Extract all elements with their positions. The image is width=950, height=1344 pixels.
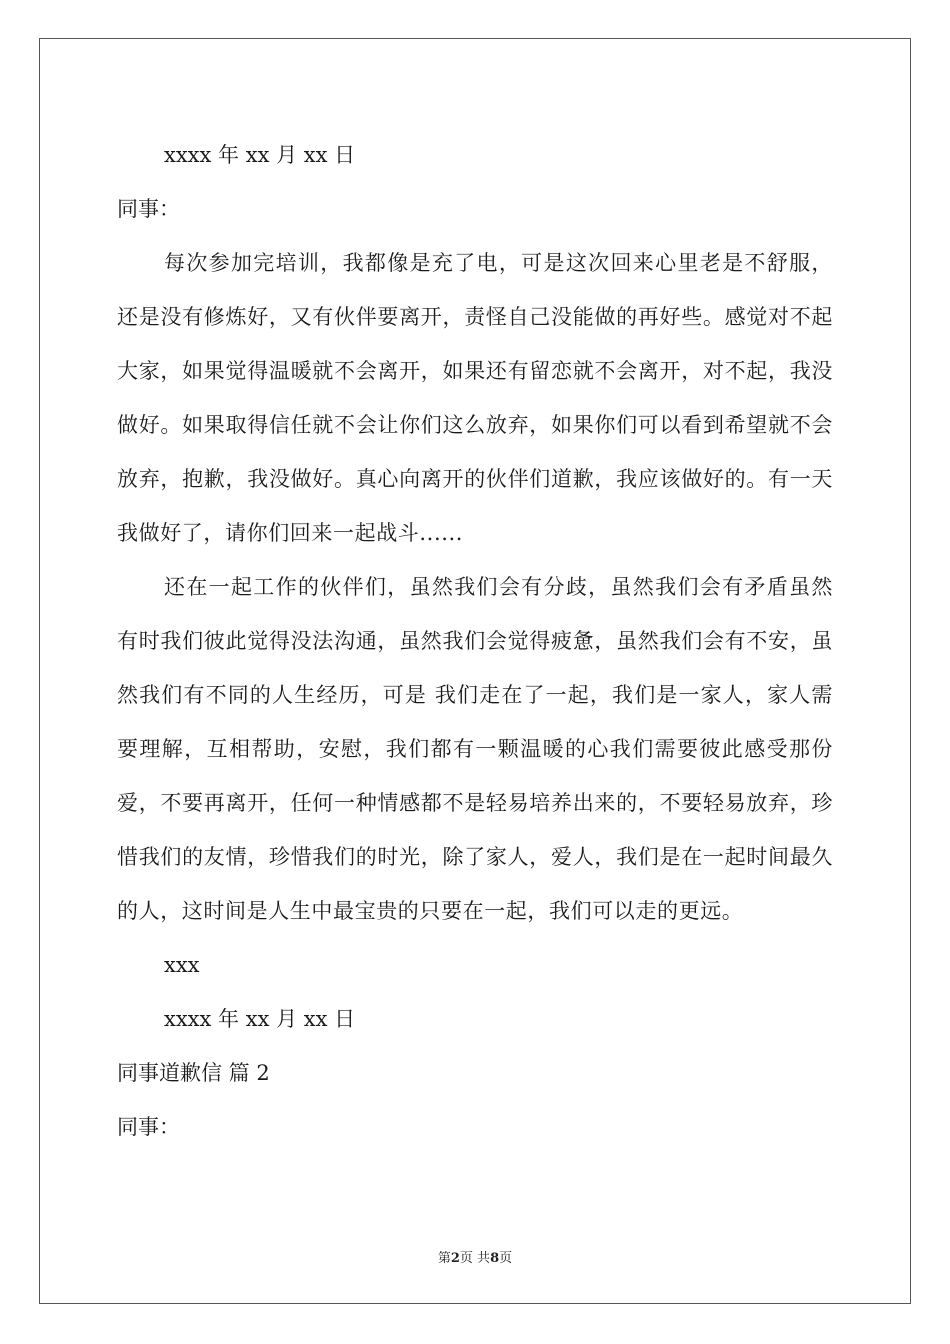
paragraph-1: 每次参加完培训，我都像是充了电，可是这次回来心里老是不舒服，还是没有修炼好，又有伙伴要离开，责怪自己没能做的再好些。感觉对不起大家，如果觉得温暖就不会离开，如果还有留恋就不会离开，对不起，我没做好。如果取得信任就不会让你们这么放弃，如果你们可以看到希望就不会放弃，抱歉，我没做好。真心向离开的伙伴们道歉，我应该做好的。有一天我做好了，请你们回来一起战斗...... [117,251,833,545]
signature: xxx [164,953,200,977]
page-footer [0,1247,950,1266]
footer-mid: 页 共 [459,1251,491,1266]
section-title: 同事道歉信 篇 2 [117,1061,270,1085]
footer-page-current: 2 [450,1251,460,1266]
paragraph-2: 还在一起工作的伙伴们，虽然我们会有分歧，虽然我们会有矛盾虽然有时我们彼此觉得没法沟通，虽然我们会觉得疲惫，虽然我们会有不安，虽然我们有不同的人生经历，可是 我们走在了一起，我们是一家人，家人需要理解，互相帮助，安慰，我们都有一颗温暖的心我们需要彼此感受那份爱，不要再离开，任何一种情感都不是轻易培养出来的，不要轻易放弃，珍惜我们的友情，珍惜我们的时光，除了家人，爱人，我们是在一起时间最久的人，这时间是人生中最宝贵的只要在一起，我们可以走的更远。 [117,575,833,923]
footer-suffix: 页 [499,1251,513,1266]
document-body [117,128,833,1154]
date-bottom: xxxx 年 xx 月 xx 日 [164,1007,356,1031]
salutation: 同事： [117,197,180,221]
footer-prefix: 第 [437,1251,451,1266]
salutation-2: 同事： [117,1115,180,1139]
footer-page-total: 8 [490,1251,500,1266]
date-top: xxxx 年 xx 月 xx 日 [164,143,356,167]
